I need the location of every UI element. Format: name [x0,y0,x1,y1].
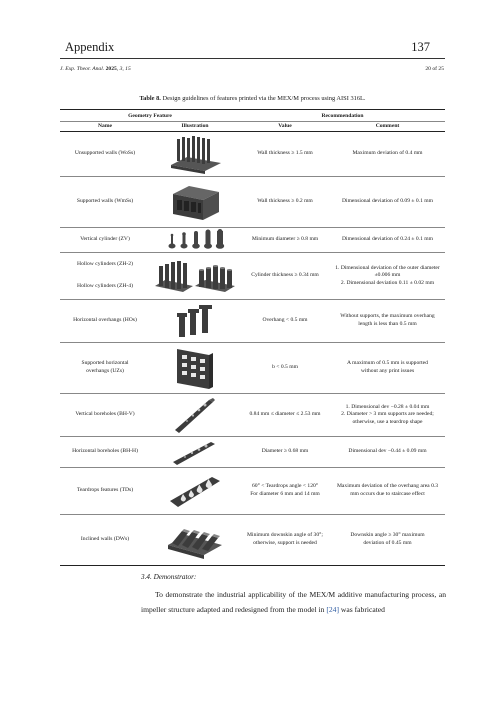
table-caption [60,95,445,102]
row-name: Supported horizontal overhangs (UZs) [81,360,129,374]
journal-reference [60,66,131,72]
vertical-cylinders-icon [150,228,240,252]
row-value [240,468,330,514]
row-name: Vertical cylinder (ZV) [80,236,130,243]
hollow-cylinders-icon [150,253,240,299]
row-value: Wall thickness ≥ 1.5 mm [257,150,313,157]
row-comment: Maximum deviation of the overhang area 0.3 mm occurs due to staircase effect [336,483,439,497]
row-name: Horizontal overhangs (HOs) [73,317,137,324]
row-comment-line: 1. Dimensional deviation of the outer diameter ±0.006 mm [335,264,440,279]
section-header: Appendix [65,40,115,54]
row-comment: Maximum deviation of 0.4 mm [352,150,423,157]
journal-volume: , 3, 15 [116,66,131,72]
row-value: b < 0.5 mm [272,364,298,371]
row-name-secondary: Hollow cylinders (ZH-4) [77,283,133,290]
journal-name: J. Exp. Theor. Anal. [60,66,105,72]
caption-text: Design guidelines of features printed via the MEX/M process using AISI 316L. [160,95,366,102]
column-header-comment: Comment [375,123,400,129]
horizontal-boreholes-icon [150,437,240,467]
row-name: Inclined walls (DWs) [80,536,130,543]
section-colon: : [193,573,197,581]
teardrops-icon [150,468,240,514]
row-value: Cylinder thickness ≥ 0.34 mm [251,272,319,279]
row-name: Supported walls (WmSs) [76,198,134,205]
page-number: 137 [411,40,430,54]
vertical-boreholes-icon [150,394,240,436]
horizontal-overhangs-icon [150,300,240,342]
row-value: Overhang < 0.5 mm [262,317,308,324]
section-title: 3.4. Demonstrator [141,573,194,581]
column-header-name: Name [98,123,112,129]
table-bottom-rule [60,565,445,566]
row-name: Vertical boreholes (BH-V) [75,411,135,418]
journal-year: 2025 [105,66,117,72]
group-rule [60,121,445,122]
column-header-illustration: Illustration [181,123,209,129]
row-name: Teardrops features (TDs) [76,487,134,494]
row-name: Horizontal boreholes (BH-H) [72,448,138,455]
row-comment-line: 2. Diameter > 3 mm supports are needed; otherwise, use a teardrop shape [341,411,434,425]
row-value: Wall thickness ≥ 0.2 mm [257,198,313,205]
unsupported-walls-icon [150,132,240,176]
row-name: Hollow cylinders (ZH-2) [77,261,133,268]
body-paragraph [141,587,446,617]
row-comment: Downskin angle ≥ 30° maximum deviation of 0.45 mm [350,532,425,546]
caption-label: Table 8. [139,95,161,102]
row-comment: Dimensional deviation of 0.24 ± 0.1 mm [341,236,433,243]
supported-overhangs-icon [150,343,240,393]
row-comment: A maximum of 0.5 mm is supported without any print issues [347,360,428,374]
page-of: 20 of 25 [425,66,444,72]
row-comment: Dimensional dev −0.44 ± 0.09 mm [348,448,427,455]
group-header-geometry: Geometry Feature [128,113,172,119]
row-value-line: 60° < Teardrops angle < 120° [251,483,319,490]
column-header-value: Value [278,123,292,129]
row-comment [330,253,445,299]
row-comment: Without supports, the maximum overhang length is less than 0.5 mm [340,313,435,327]
group-header-recommendation: Recommendation [321,113,364,119]
inclined-walls-icon [150,515,240,565]
row-value-line: For diameter 6 mm and 14 mm [250,491,320,497]
row-value: Minimum diameter ≥ 0.8 mm [251,236,319,243]
row-name: Unsupported walls (WoSs) [74,150,136,157]
row-comment-line: 2. Dimensional deviation 0.11 ± 0.02 mm [340,279,435,286]
paragraph-text: To demonstrate the industrial applicability of the MEX/M additive manufacturing process, an impeller structure adapted and redesigned from the model in [141,590,446,614]
row-comment: Dimensional deviation of 0.09 ± 0.1 mm [341,198,433,205]
row-value: Diameter ≥ 0.68 mm [261,448,309,455]
citation-link[interactable]: [24] [326,605,340,614]
paragraph-text-end: was fabricated [339,605,385,614]
row-comment-line: 1. Dimensional dev −0.28 ± 0.04 mm [345,403,430,410]
row-comment [330,394,445,436]
header-rule [60,58,445,59]
supported-walls-icon [150,177,240,227]
row-value: Minimum downskin angle of 30°; otherwise, support is needed [247,532,323,546]
section-heading [141,573,196,581]
row-value: 0.84 mm ≤ diameter ≤ 2.53 mm [249,411,321,418]
table-top-rule [60,109,445,110]
